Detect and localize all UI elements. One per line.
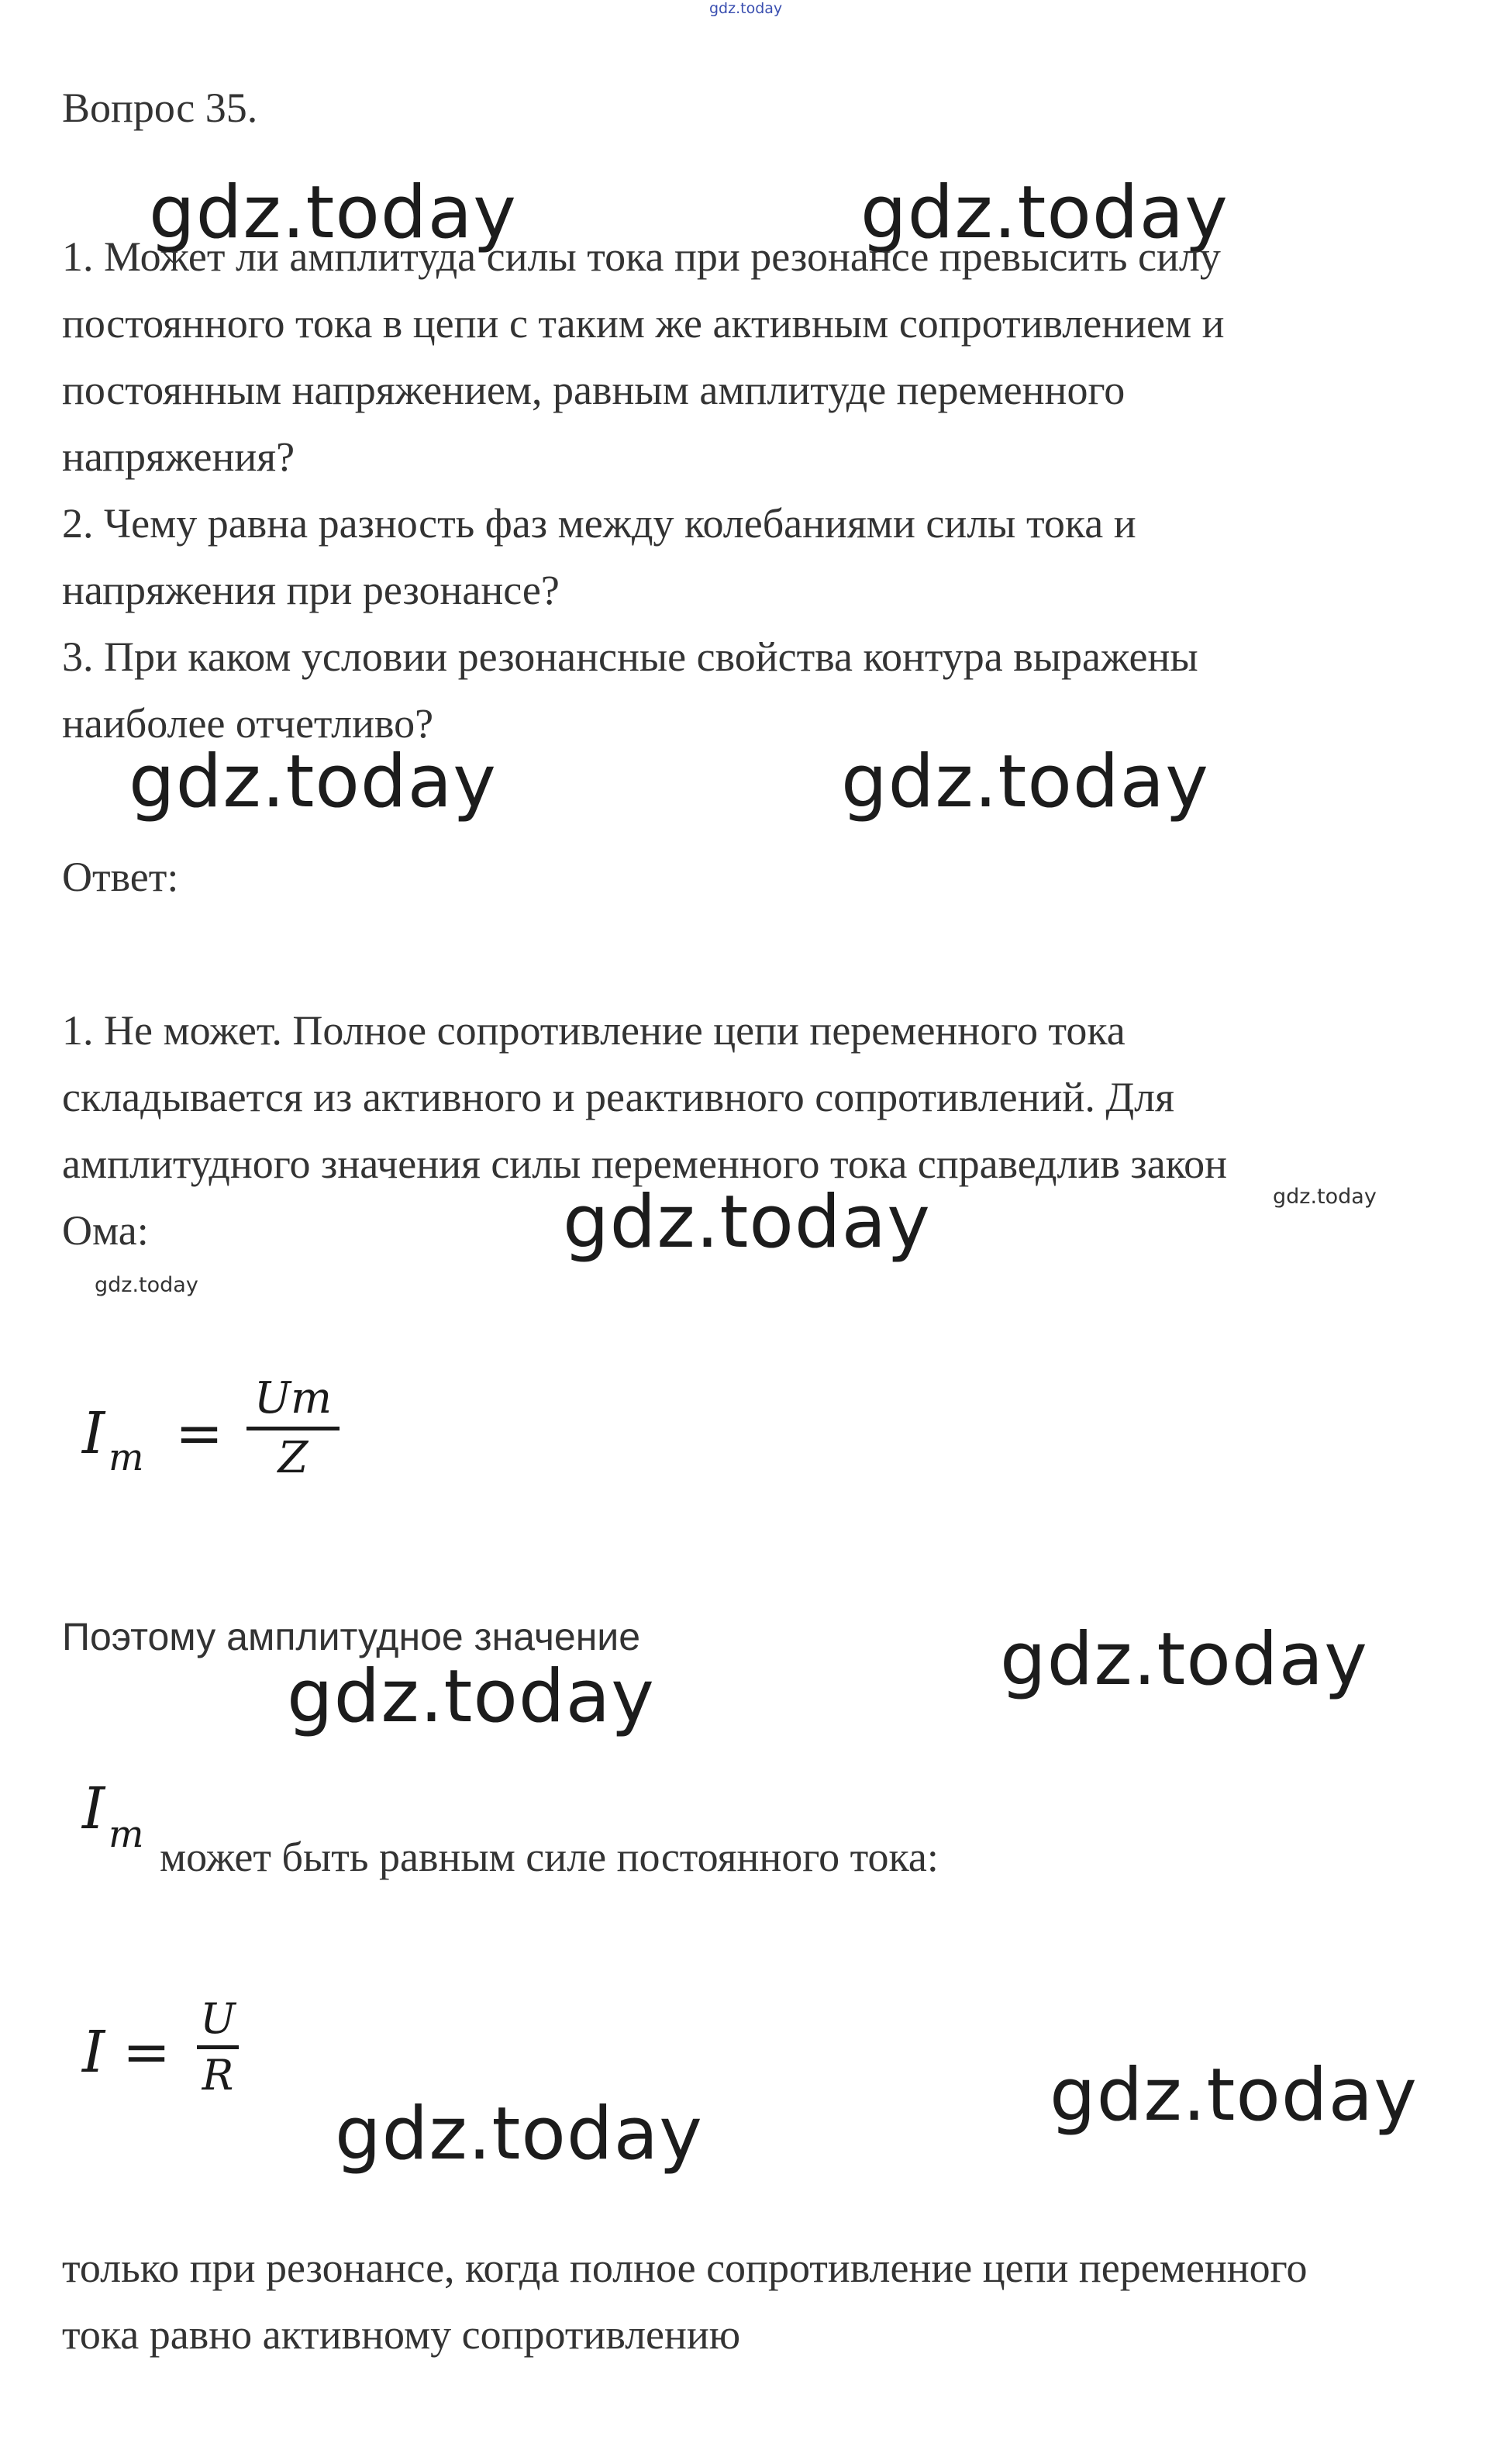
watermark: gdz.today: [335, 2092, 703, 2176]
watermark: gdz.today: [129, 740, 497, 824]
answer-final-line: только при резонансе, когда полное сопротивление цепи переменного: [62, 2245, 1308, 2291]
question-line: постоянным напряжением, равным амплитуде переменного: [62, 367, 1126, 413]
formula-denominator: R: [202, 2051, 234, 2100]
question-line: постоянного тока в цепи с таким же активным сопротивлением и: [62, 300, 1225, 347]
formula-numerator: U: [200, 1994, 236, 2043]
watermark: gdz.today: [149, 171, 517, 255]
answer-line: амплитудного значения силы переменного тока справедлив закон: [62, 1141, 1228, 1187]
formula-fraction: [197, 1996, 239, 2099]
question-line: 1. Может ли амплитуда силы тока при резонансе превысить силу: [62, 233, 1221, 280]
formula-lhs: I: [82, 1400, 105, 1467]
formula-denominator: Z: [278, 1433, 309, 1483]
answer-final-line: тока равно активному сопротивлению: [62, 2311, 741, 2358]
watermark-small: gdz.today: [1273, 1185, 1377, 1209]
inline-symbol-subscript: m: [109, 1813, 144, 1856]
question-line: наиболее отчетливо?: [62, 700, 434, 747]
watermark: gdz.today: [1000, 1617, 1368, 1702]
question-title: Вопрос 35.: [62, 85, 258, 131]
answer-label: Ответ:: [62, 854, 179, 900]
fraction-bar: [246, 1427, 340, 1430]
answer-line: 1. Не может. Полное сопротивление цепи переменного тока: [62, 1007, 1126, 1054]
question-line: 2. Чему равна разность фаз между колебаниями силы тока и: [62, 500, 1136, 547]
watermark-small: gdz.today: [95, 1273, 198, 1297]
watermark: gdz.today: [1050, 2053, 1418, 2138]
formula-lhs-subscript: m: [109, 1436, 144, 1479]
question-line: 3. При каком условии резонансные свойства контура выражены: [62, 633, 1198, 680]
formula-numerator: Um: [253, 1373, 333, 1424]
answer-text-therefore: Поэтому амплитудное значение: [62, 1615, 641, 1658]
question-line: напряжения при резонансе?: [62, 567, 560, 613]
answer-text-can-equal: может быть равным силе постоянного тока:: [160, 1834, 939, 1880]
watermark-top: gdz.today: [709, 0, 783, 17]
watermark: gdz.today: [287, 1655, 655, 1739]
formula-fraction: [246, 1374, 340, 1483]
formula-equals: =: [122, 2019, 171, 2086]
watermark: gdz.today: [841, 740, 1209, 824]
watermark: gdz.today: [563, 1180, 931, 1265]
question-line: напряжения?: [62, 433, 295, 480]
formula-equals: =: [175, 1400, 224, 1467]
inline-symbol: I: [82, 1776, 105, 1842]
answer-line: складывается из активного и реактивного сопротивлений. Для: [62, 1074, 1174, 1120]
watermark: gdz.today: [860, 171, 1229, 255]
fraction-bar: [197, 2045, 239, 2049]
answer-line: Ома:: [62, 1207, 149, 1254]
formula-lhs: I: [82, 2019, 105, 2086]
